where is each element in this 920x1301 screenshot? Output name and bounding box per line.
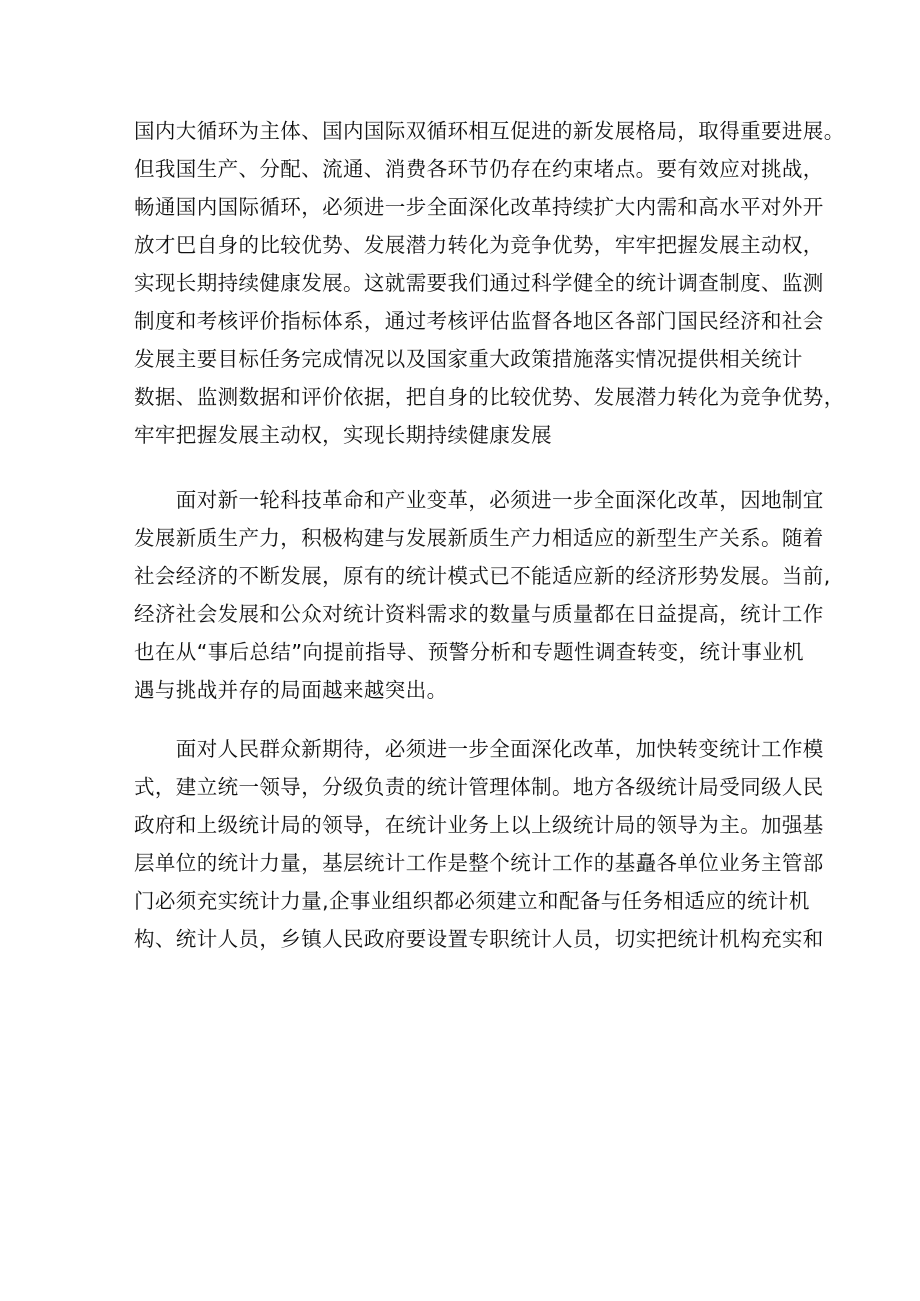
paragraph-spacer [134, 454, 800, 481]
text-line: 构、统计人员，乡镇人民政府要设置专职统计人员，切实把统计机构充实和 [134, 927, 824, 951]
text-line: 面对人民群众新期待，必须进一步全面深化改革，加快转变统计工作模 [134, 737, 824, 761]
text-line: 遇与挑战并存的局面越来越突出。 [134, 678, 448, 702]
paragraph-3 [134, 730, 824, 958]
text-line: 放才巴自身的比较优势、发展潜力转化为竞争优势，牢牢把握发展主动权， [134, 233, 824, 257]
paragraph-1 [134, 112, 845, 454]
text-line: 经济社会发展和公众对统计资料需求的数量与质量都在日益提高，统计工作 [134, 602, 824, 626]
text-line: 也在从“事后总结”向提前指导、预警分析和专题性调查转变，统计事业机 [134, 640, 804, 664]
text-line: 发展新质生产力，积极构建与发展新质生产力相适应的新型生产关系。随着 [134, 526, 824, 550]
paragraph-spacer [134, 709, 800, 730]
text-line: 畅通国内国际循环，必须进一步全面深化改革持续扩大内需和高水平对外开 [134, 195, 824, 219]
paragraph-2 [134, 481, 831, 709]
text-line: 门必须充实统计力量,企事业组织都必须建立和配备与任务相适应的统计机 [134, 889, 810, 913]
text-line: 制度和考核评价指标体系，通过考核评估监督各地区各部门国民经济和社会 [134, 309, 824, 333]
text-line: 层单位的统计力量，基层统计工作是整个统计工作的基矗各单位业务主管部 [134, 851, 824, 875]
text-line: 政府和上级统计局的领导，在统计业务上以上级统计局的领导为主。加强基 [134, 813, 824, 837]
text-line: 发展主要目标任务完成情况以及国家重大政策措施落实情况提供相关统计 [134, 347, 803, 371]
document-body [134, 112, 845, 958]
text-line: 面对新一轮科技革命和产业变革，必须进一步全面深化改革，因地制宜 [134, 488, 824, 512]
text-line: 但我国生产、分配、流通、消费各环节仍存在约束堵点。要有效应对挑战， [134, 157, 824, 181]
text-line: 实现长期持续健康发展。这就需要我们通过科学健全的统计调查制度、监测 [134, 271, 824, 295]
text-line: 社会经济的不断发展，原有的统计模式已不能适应新的经济形势发展。当前, [134, 564, 831, 588]
text-line: 数据、监测数据和评价依据，把自身的比较优势、发展潜力转化为竞争优势， [134, 385, 845, 409]
text-line: 牢牢把握发展主动权，实现长期持续健康发展 [134, 423, 552, 447]
text-line: 国内大循环为主体、国内国际双循环相互促进的新发展格局，取得重要进展。 [134, 119, 845, 143]
text-line: 式，建立统一领导，分级负责的统计管理体制。地方各级统计局受同级人民 [134, 775, 824, 799]
